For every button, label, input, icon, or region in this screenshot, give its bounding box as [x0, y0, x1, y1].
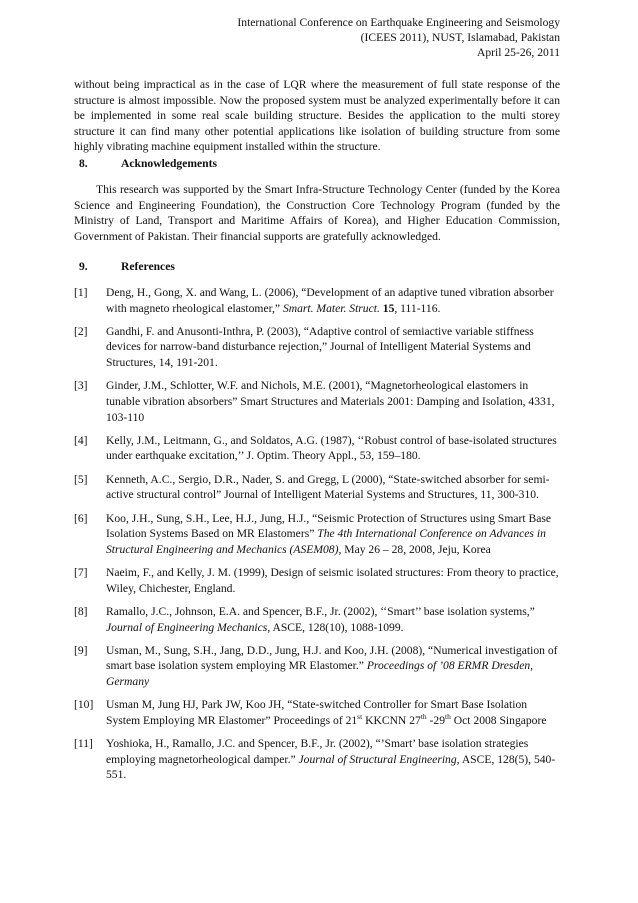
header-line-2: (ICEES 2011), NUST, Islamabad, Pakistan [360, 31, 560, 44]
reference-item [74, 511, 564, 558]
acknowledgement-paragraph: This research was supported by the Smart Infra-Structure Technology Center (funded by the Korea Science and Engineering Foundation), the Construction Core Technology Program (funded by the Ministry of Land, Transport and Maritime Affairs of Korea), and Higher Education Commission, Government of Pakistan. Their financial supports are gratefully acknowledged. [74, 183, 560, 243]
reference-item [74, 697, 564, 728]
reference-number: [1] [74, 286, 88, 299]
reference-number: [5] [74, 472, 88, 486]
reference-item [74, 472, 564, 503]
reference-number: [4] [74, 433, 88, 447]
section-title: References [121, 260, 175, 273]
reference-text: Ramallo, J.C., Johnson, E.A. and Spencer, B.F., Jr. (2002), ‘‘Smart’’ base isolation systems,” Journal of Engineering Mechanics, ASCE, 128(10), 1088-1099. [106, 604, 535, 634]
reference-number: [2] [74, 324, 88, 338]
reference-item [74, 604, 564, 635]
reference-item [74, 285, 564, 316]
reference-text: Gandhi, F. and Anusonti-Inthra, P. (2003), “Adaptive control of semiactive variable stiffness devices for narrow-band disturbance rejection,” Journal of Intelligent Material Systems and Structures, 14, 191-201. [106, 324, 534, 370]
section-heading-references [79, 260, 175, 273]
conference-header [237, 15, 560, 60]
reference-text: Naeim, F., and Kelly, J. M. (1999), Design of seismic isolated structures: From theory to practice, Wiley, Chichester, England. [106, 566, 559, 595]
reference-number: [10] [74, 698, 94, 712]
reference-text: Usman M, Jung HJ, Park JW, Koo JH, “State-switched Controller for Smart Base Isolation System Employing MR Elastomer” Proceedings of 21st KKCNN 27th -29th Oct 2008 Singapore [106, 698, 547, 727]
reference-item [74, 565, 564, 596]
reference-text: Deng, H., Gong, X. and Wang, L. (2006), “Development of an adaptive tuned vibration absorber with magneto rheological elastomer,” Smart. Mater. Struct. 15, 111-116. [106, 286, 554, 315]
reference-item [74, 736, 564, 783]
section-number: 9. [79, 260, 88, 273]
section-title: Acknowledgements [121, 157, 217, 170]
reference-number: [7] [74, 566, 88, 580]
reference-number: [9] [74, 643, 88, 657]
reference-text: Kenneth, A.C., Sergio, D.R., Nader, S. and Gregg, L (2000), “State-switched absorber for semi-active structural control” Journal of Intelligent Material Systems and Structures, 11, 300-310. [106, 472, 550, 502]
header-line-3: April 25-26, 2011 [477, 46, 560, 59]
reference-item [74, 324, 564, 371]
intro-paragraph: without being impractical as in the case of LQR where the measurement of full state response of the structure is almost impossible. Now the proposed system must be analyzed experimentally before it can be implemented in some real scale building structure. Besides the application to the multi storey structure it can find many other potential applications like isolation of building structure from some highly vibrating machine equipment installed within the structure. [74, 78, 560, 154]
reference-item [74, 643, 564, 690]
section-heading-acknowledgements [79, 157, 217, 170]
reference-number: [8] [74, 604, 88, 618]
reference-list [74, 285, 564, 791]
reference-text: Kelly, J.M., Leitmann, G., and Soldatos, A.G. (1987), ‘‘Robust control of base-isolated structures under earthquake excitation,’’ J. Optim. Theory Appl., 53, 159–180. [106, 433, 557, 463]
reference-text: Yoshioka, H., Ramallo, J.C. and Spencer, B.F., Jr. (2002), “’Smart’ base isolation strategies employing magnetorheological damper.” Journal of Structural Engineering, ASCE, 128(5), 540-551. [106, 737, 556, 782]
section-number: 8. [79, 157, 88, 170]
header-line-1: International Conference on Earthquake Engineering and Seismology [237, 16, 560, 29]
reference-item [74, 378, 564, 425]
reference-text: Ginder, J.M., Schlotter, W.F. and Nichols, M.E. (2001), “Magnetorheological elastomers in tunable vibration absorbers” Smart Structures and Materials 2001: Damping and Isolation, 4331, 103-110 [106, 379, 555, 424]
reference-number: [6] [74, 511, 88, 525]
reference-text: Usman, M., Sung, S.H., Jang, D.D., Jung, H.J. and Koo, J.H. (2008), “Numerical investigation of smart base isolation system employing MR Elastomer.” Proceedings of ’08 ERMR Dresden, Germany [106, 643, 558, 688]
reference-number: [3] [74, 379, 88, 393]
reference-text: Koo, J.H., Sung, S.H., Lee, H.J., Jung, H.J., “Seismic Protection of Structures using Smart Base Isolation Systems Based on MR Elastomers” The 4th International Conference on Advances in Structural Engineering and Mechanics (ASEM08), May 26 – 28, 2008, Jeju, Korea [106, 511, 552, 556]
reference-number: [11] [74, 737, 93, 751]
reference-item [74, 433, 564, 464]
